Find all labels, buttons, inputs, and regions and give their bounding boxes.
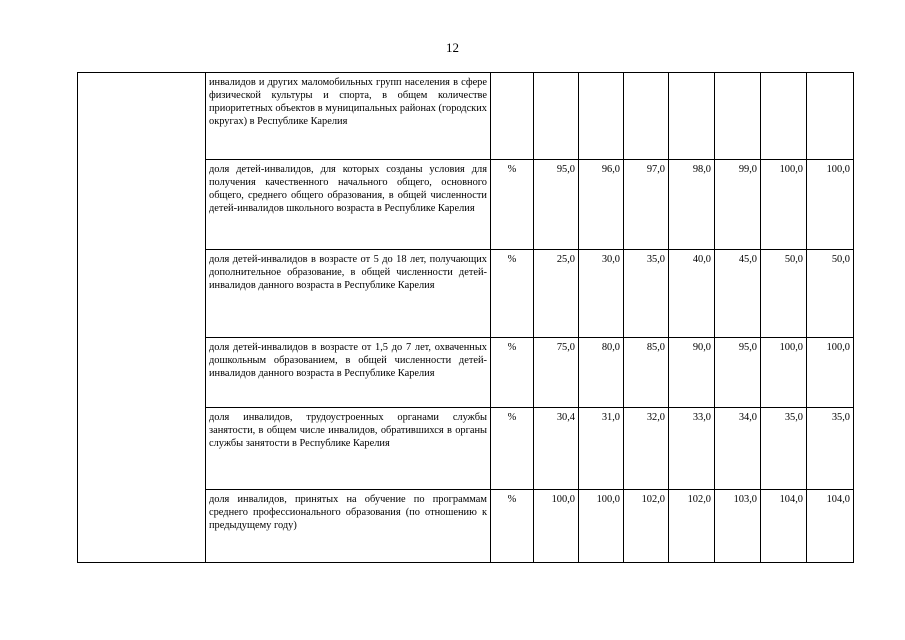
value-cell: 104,0 [807,490,854,563]
value-cell [669,73,715,160]
value-cell: 33,0 [669,408,715,490]
indicators-table [77,72,854,563]
value-cell: 104,0 [761,490,807,563]
value-cell: 100,0 [761,160,807,250]
value-cell [534,73,579,160]
unit-cell: % [491,408,534,490]
value-cell: 85,0 [624,338,669,408]
value-cell: 90,0 [669,338,715,408]
indicator-description-cell: доля детей-инвалидов в возрасте от 5 до 18 лет, получающих дополнительное образование, в общей численности детей-инвалидов данного возраста в Республике Карелия [206,250,491,338]
value-cell: 103,0 [715,490,761,563]
value-cell: 96,0 [579,160,624,250]
indicator-description-cell: доля детей-инвалидов в возрасте от 1,5 до 7 лет, охваченных дошкольным образованием, в общей численности детей-инвалидов данного возраста в Республике Карелия [206,338,491,408]
value-cell: 75,0 [534,338,579,408]
value-cell: 30,0 [579,250,624,338]
value-cell: 34,0 [715,408,761,490]
value-cell [761,73,807,160]
empty-first-column-cell [78,73,206,563]
value-cell: 35,0 [624,250,669,338]
value-cell: 40,0 [669,250,715,338]
value-cell: 80,0 [579,338,624,408]
value-cell: 32,0 [624,408,669,490]
value-cell: 98,0 [669,160,715,250]
value-cell: 100,0 [761,338,807,408]
unit-cell: % [491,250,534,338]
value-cell: 99,0 [715,160,761,250]
unit-cell: % [491,160,534,250]
value-cell: 100,0 [534,490,579,563]
value-cell: 95,0 [715,338,761,408]
value-cell: 95,0 [534,160,579,250]
page-number: 12 [446,40,459,55]
value-cell: 25,0 [534,250,579,338]
indicator-description-cell: доля инвалидов, трудоустроенных органами службы занятости, в общем числе инвалидов, обратившихся в органы службы занятости в Республике Карелия [206,408,491,490]
unit-cell: % [491,338,534,408]
value-cell: 35,0 [761,408,807,490]
value-cell: 50,0 [761,250,807,338]
indicator-description-cell: доля инвалидов, принятых на обучение по программам среднего профессионального образования (по отношению к предыдущему году) [206,490,491,563]
value-cell: 102,0 [669,490,715,563]
value-cell: 35,0 [807,408,854,490]
table-row [78,73,854,160]
indicator-description-cell: инвалидов и других маломобильных групп населения в сфере физической культуры и спорта, в общем количестве приоритетных объектов в муниципальных районах (городских округах) в Республике Карелия [206,73,491,160]
value-cell [624,73,669,160]
unit-cell: % [491,490,534,563]
value-cell: 100,0 [807,338,854,408]
value-cell: 50,0 [807,250,854,338]
value-cell [807,73,854,160]
value-cell: 102,0 [624,490,669,563]
value-cell: 30,4 [534,408,579,490]
value-cell: 97,0 [624,160,669,250]
unit-cell [491,73,534,160]
value-cell [715,73,761,160]
value-cell: 45,0 [715,250,761,338]
value-cell: 31,0 [579,408,624,490]
value-cell [579,73,624,160]
value-cell: 100,0 [807,160,854,250]
indicator-description-cell: доля детей-инвалидов, для которых созданы условия для получения качественного начального общего, основного общего, среднего общего образования, в общей численности детей-инвалидов школьного возраста в Республике Карелия [206,160,491,250]
value-cell: 100,0 [579,490,624,563]
